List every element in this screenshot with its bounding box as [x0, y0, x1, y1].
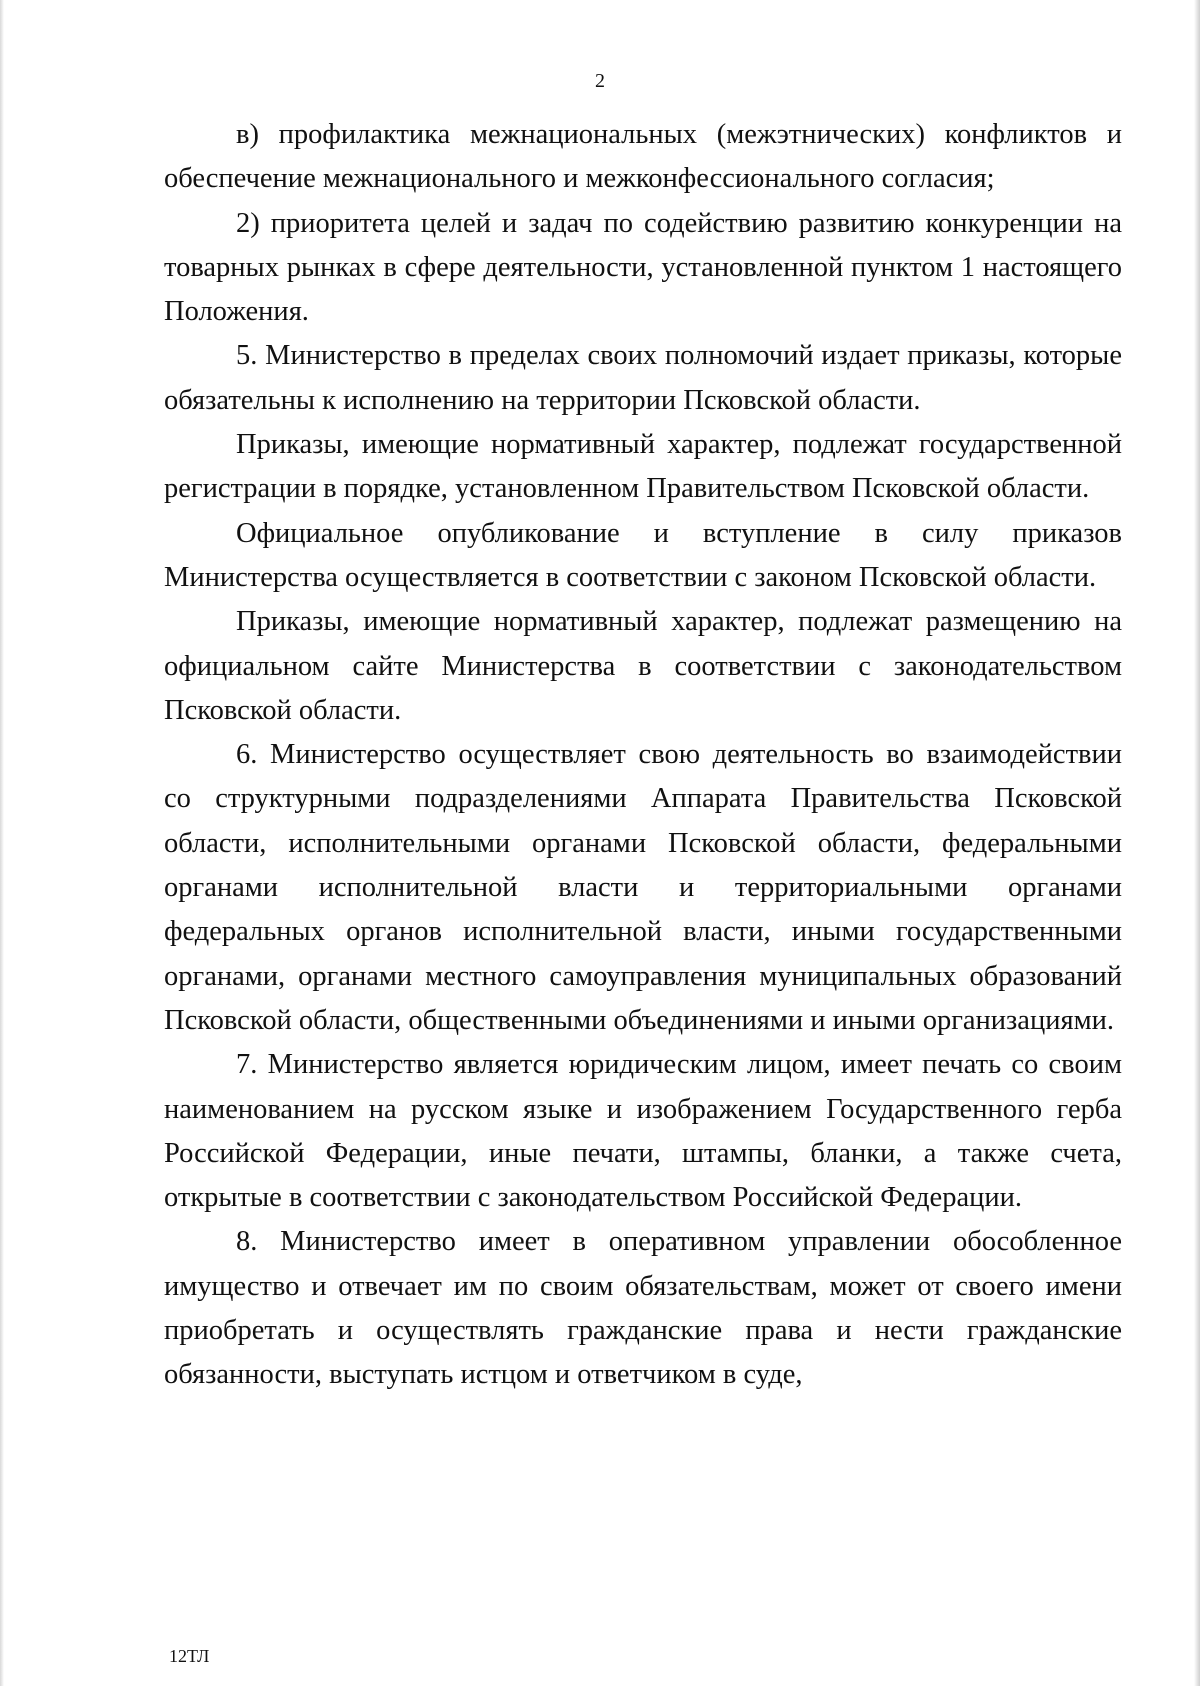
paragraph-7-legal-entity: 7. Министерство является юридическим лицом, имеет печать со своим наименованием на русском языке и изображением Государственного герба Российской Федерации, иные печати, штампы, бланки, а также счета, открытые в соответствии с законодательством Российской Федерации.: [164, 1049, 1122, 1214]
scan-edge-left: [0, 0, 4, 1686]
paragraph-orders-registration: Приказы, имеющие нормативный характер, подлежат государственной регистрации в порядке, установленном Правительством Псковской области.: [164, 429, 1122, 505]
paragraph-orders-website: Приказы, имеющие нормативный характер, подлежат размещению на официальном сайте Министерства в соответствии с законодательством Псковской области.: [164, 606, 1122, 726]
page-number: 2: [595, 70, 605, 92]
paragraph-5-orders: 5. Министерство в пределах своих полномочий издает приказы, которые обязательны к исполнению на территории Псковской области.: [164, 340, 1122, 416]
paragraph-8-property: 8. Министерство имеет в оперативном управлении обособленное имущество и отвечает им по своим обязательствам, может от своего имени приобретать и осуществлять гражданские права и нести гражданские обязанности, выступать истцом и ответчиком в суде,: [164, 1226, 1122, 1391]
footer-code: 12ТЛ: [169, 1646, 210, 1666]
paragraph-2-competition: 2) приоритета целей и задач по содействию развитию конкуренции на товарных рынках в сфере деятельности, установленной пунктом 1 настоящего Положения.: [164, 207, 1122, 328]
paragraph-v-prevention: в) профилактика межнациональных (межэтнических) конфликтов и обеспечение межнационального и межконфессионального согласия;: [164, 119, 1122, 195]
document-body: [164, 113, 1122, 1398]
scan-edge-right: [1194, 0, 1200, 1686]
paragraph-official-publication: Официальное опубликование и вступление в силу приказов Министерства осуществляется в соответствии с законом Псковской области.: [164, 517, 1122, 593]
paragraph-6-interaction: 6. Министерство осуществляет свою деятельность во взаимодействии со структурными подразделениями Аппарата Правительства Псковской области, исполнительными органами Псковской области, федеральными органами исполнительной власти и территориальными органами федеральных органов исполнительной власти, иными государственными органами, органами местного самоуправления муниципальных образований Псковской области, общественными объединениями и иными организациями.: [164, 739, 1122, 1036]
